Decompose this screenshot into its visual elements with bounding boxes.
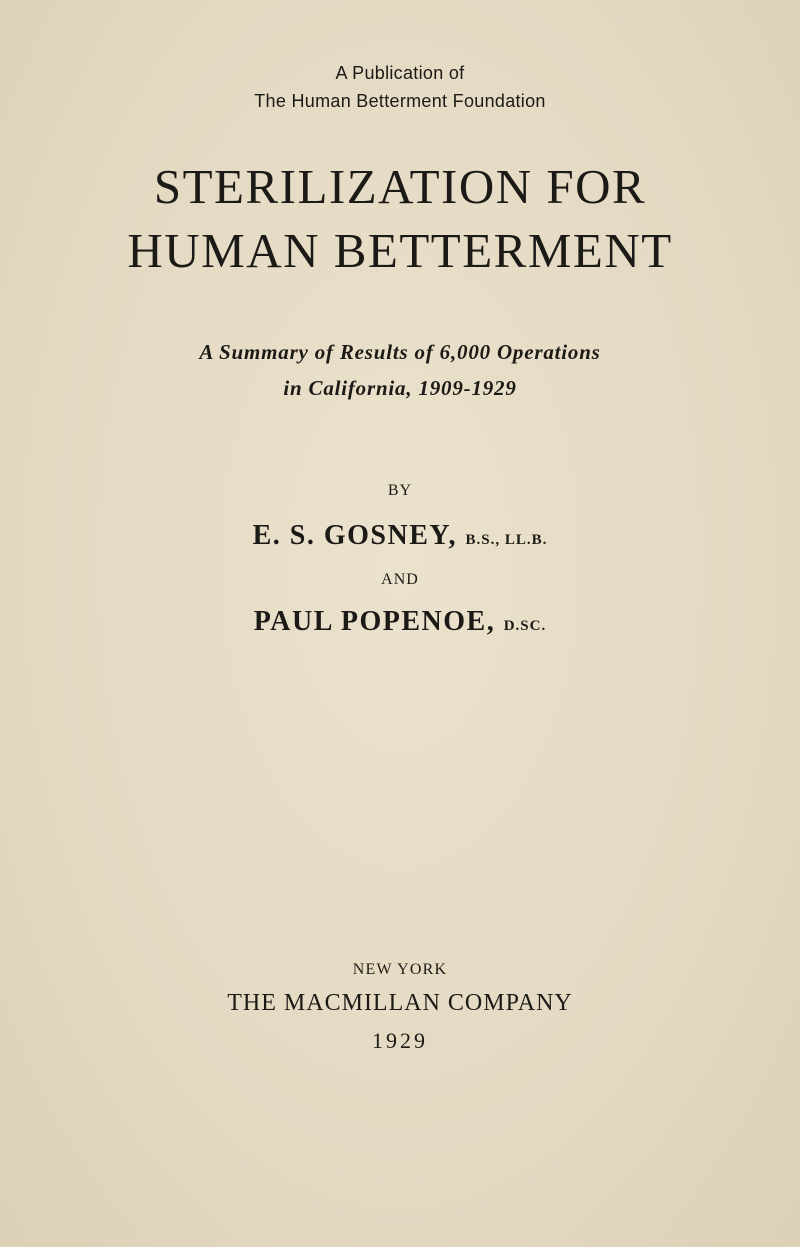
by-label: BY [387,482,413,499]
book-title-line2: HUMAN BETTERMENT [127,223,673,278]
book-title-line1: STERILIZATION FOR [153,159,647,214]
author-1-degrees: B.S., LL.B. [465,532,548,548]
and-label: AND [381,571,419,588]
author-2-name: PAUL POPENOE, [253,606,496,637]
author-2-degrees: D.SC. [503,618,547,634]
author-1-name: E. S. GOSNEY, [252,520,458,551]
imprint-publisher: THE MACMILLAN COMPANY [227,990,573,1016]
publication-note-line2: The Human Betterment Foundation [254,91,546,111]
author-1 [0,520,800,552]
imprint-city: NEW YORK [352,961,448,978]
subtitle-line2: in California, 1909-1929 [283,376,517,400]
imprint-year: 1929 [372,1028,428,1053]
publication-note-line1: A Publication of [335,63,465,83]
subtitle-line1: A Summary of Results of 6,000 Operations [199,340,601,364]
author-2 [0,606,800,638]
